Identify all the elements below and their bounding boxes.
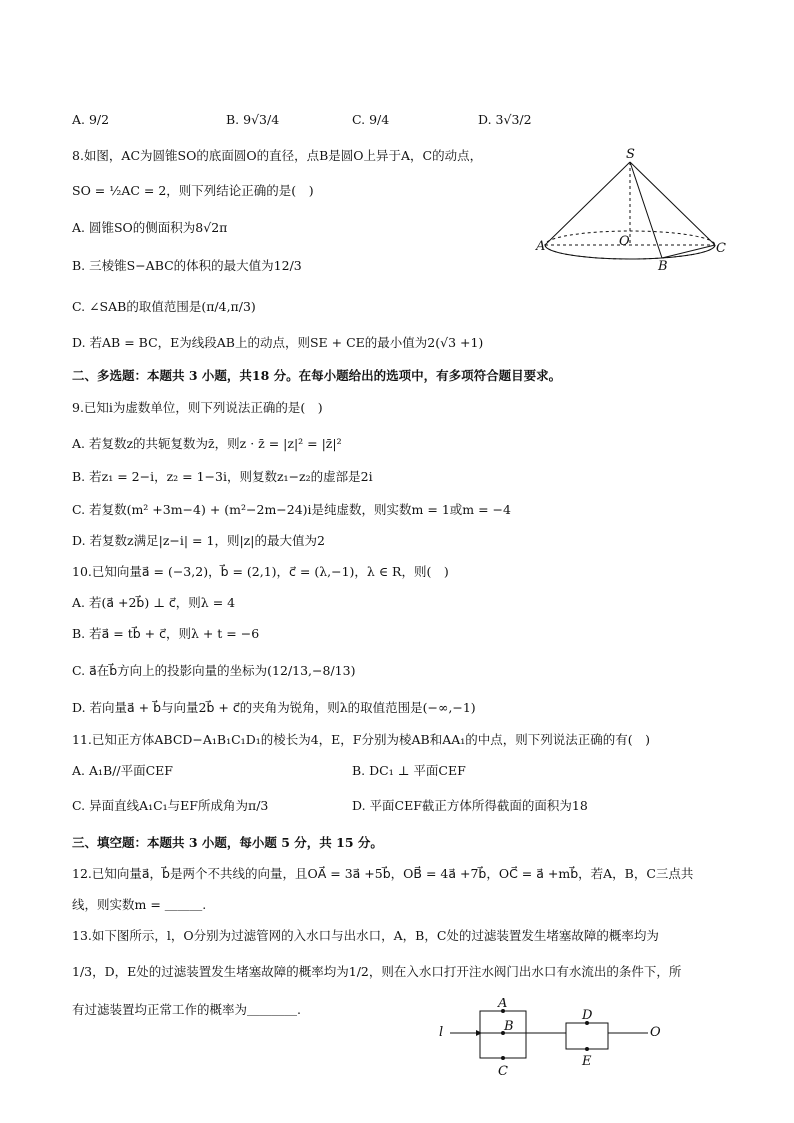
- q7-option-b: B. 9√3/4: [226, 112, 280, 127]
- filter-network-figure: [430, 998, 670, 1080]
- network-label-e: E: [582, 1054, 592, 1069]
- network-label-a: A: [498, 998, 508, 1011]
- cone-label-o: O: [619, 234, 630, 249]
- q13-line2: 1/3，D，E处的过滤装置发生堵塞故障的概率均为1/2，则在入水口打开注水阀门出水口有水流出的条件下，所: [72, 964, 682, 979]
- q8-stem-line1: 8.如图，AC为圆锥SO的底面圆O的直径，点B是圆O上异于A，C的动点，: [72, 148, 483, 163]
- q9-option-d: D. 若复数z满足|z−i| = 1，则|z|的最大值为2: [72, 533, 325, 548]
- q13-line1: 13.如下图所示，l，O分别为过滤管网的入水口与出水口，A，B，C处的过滤装置发生堵塞故障的概率均为: [72, 928, 659, 943]
- network-label-d: D: [582, 1008, 593, 1023]
- q10-option-d: D. 若向量a⃗ + b⃗与向量2b⃗ + c⃗的夹角为锐角，则λ的取值范围是(−∞,−1): [72, 700, 476, 715]
- q10-stem: 10.已知向量a⃗ = (−3,2)，b⃗ = (2,1)，c⃗ = (λ,−1)，λ ∈ R，则( ): [72, 564, 449, 579]
- section-3-heading: 三、填空题：本题共 3 小题，每小题 5 分，共 15 分。: [72, 835, 383, 850]
- section-2-heading: 二、多选题：本题共 3 小题，共18 分。在每小题给出的选项中，有多项符合题目要求。: [72, 368, 562, 383]
- q9-option-a: A. 若复数z的共轭复数为z̄，则z · z̄ = |z|² = |z̄|²: [72, 436, 342, 451]
- q11-option-a: A. A₁B//平面CEF: [72, 763, 173, 778]
- cone-label-a: A: [536, 239, 546, 254]
- q10-option-a: A. 若(a⃗ +2b⃗) ⊥ c⃗，则λ = 4: [72, 595, 236, 610]
- q7-option-c: C. 9/4: [352, 112, 390, 127]
- q12-line1: 12.已知向量a⃗，b⃗是两个不共线的向量，且OA⃗ = 3a⃗ +5b⃗，OB⃗ = 4a⃗ +7b⃗，OC⃗ = a⃗ +mb⃗，若A，B，C三点共: [72, 866, 694, 881]
- cone-label-b: B: [658, 259, 668, 274]
- q10-option-b: B. 若a⃗ = tb⃗ + c⃗，则λ + t = −6: [72, 626, 260, 641]
- q9-option-b: B. 若z₁ = 2−i，z₂ = 1−3i，则复数z₁−z₂的虚部是2i: [72, 469, 373, 484]
- q8-option-c: C. ∠SAB的取值范围是(π/4,π/3): [72, 299, 256, 314]
- cone-figure: [530, 140, 730, 275]
- network-label-c: C: [498, 1064, 508, 1079]
- network-label-b: B: [504, 1019, 514, 1034]
- network-label-l: l: [439, 1025, 444, 1040]
- network-label-o: O: [650, 1025, 661, 1040]
- q8-option-a: A. 圆锥SO的侧面积为8√2π: [72, 220, 228, 235]
- q13-line3: 有过滤装置均正常工作的概率为＿＿＿＿.: [72, 1002, 301, 1017]
- q11-stem: 11.已知正方体ABCD−A₁B₁C₁D₁的棱长为4，E，F分别为棱AB和AA₁的中点，则下列说法正确的有( ): [72, 732, 651, 747]
- q8-option-b: B. 三棱锥S−ABC的体积的最大值为12/3: [72, 258, 302, 273]
- q12-line2: 线，则实数m = ＿＿＿.: [72, 897, 207, 912]
- q9-option-c: C. 若复数(m² +3m−4) + (m²−2m−24)i是纯虚数，则实数m = 1或m = −4: [72, 502, 511, 517]
- q7-option-a: A. 9/2: [72, 112, 110, 127]
- q9-stem: 9.已知i为虚数单位，则下列说法正确的是( ): [72, 400, 323, 415]
- q10-option-c: C. a⃗在b⃗方向上的投影向量的坐标为(12/13,−8/13): [72, 663, 356, 678]
- q7-option-d: D. 3√3/2: [478, 112, 532, 127]
- q11-option-c: C. 异面直线A₁C₁与EF所成角为π/3: [72, 798, 269, 813]
- q8-option-d: D. 若AB = BC，E为线段AB上的动点，则SE + CE的最小值为2(√3 +1): [72, 335, 484, 350]
- cone-label-s: S: [626, 147, 635, 162]
- q11-option-b: B. DC₁ ⊥ 平面CEF: [352, 763, 466, 778]
- q11-option-d: D. 平面CEF截正方体所得截面的面积为18: [352, 798, 588, 813]
- cone-label-c: C: [716, 241, 726, 256]
- q8-stem-line2: SO = ½AC = 2，则下列结论正确的是( ): [72, 183, 314, 198]
